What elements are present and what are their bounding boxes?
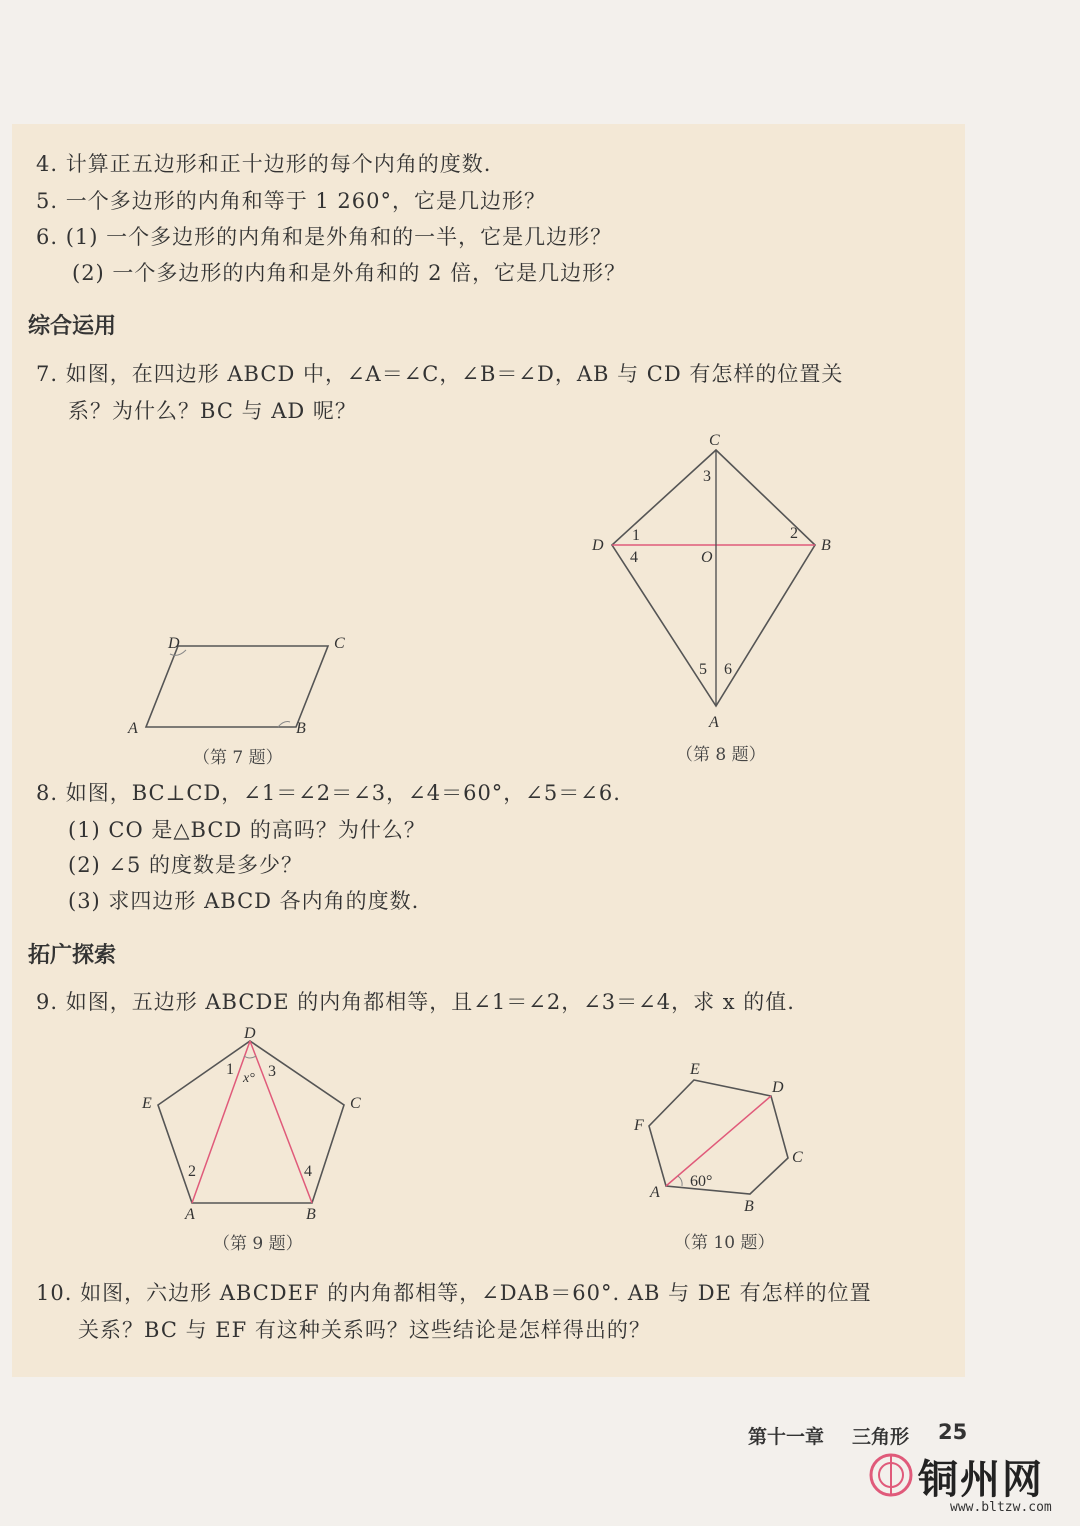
fig10-label-F: F xyxy=(634,1117,644,1134)
fig8-angle-2: 2 xyxy=(790,525,798,542)
fig9-angle-x: x° xyxy=(243,1071,255,1086)
fig10-label-A: A xyxy=(650,1184,660,1201)
fig7-label-A: A xyxy=(128,720,138,737)
fig10-label-C: C xyxy=(792,1149,803,1166)
figure-10-hexagon xyxy=(630,1058,830,1218)
fig10-label-E: E xyxy=(690,1061,700,1078)
problem-6-part1: 6. (1) 一个多边形的内角和是外角和的一半，它是几边形？ xyxy=(36,225,613,249)
figure-7-parallelogram xyxy=(120,630,360,740)
fig8-angle-6: 6 xyxy=(724,661,732,678)
page-number: 25 xyxy=(938,1420,968,1444)
footer-chapter: 第十一章 xyxy=(748,1426,825,1448)
fig8-label-O: O xyxy=(701,549,713,566)
fig9-label-C: C xyxy=(350,1095,361,1112)
fig8-label-C: C xyxy=(709,432,720,449)
fig9-label-A: A xyxy=(185,1206,195,1223)
figure-9-pentagon xyxy=(140,1022,380,1222)
fig7-label-D: D xyxy=(168,635,180,652)
fig8-label-B: B xyxy=(821,537,831,554)
problem-10-line2: 关系？BC 与 EF 有这种关系吗？这些结论是怎样得出的？ xyxy=(78,1318,651,1342)
fig9-label-D: D xyxy=(244,1025,256,1042)
figure-10-caption: （第 10 题） xyxy=(674,1233,775,1253)
problem-6-part2: (2) 一个多边形的内角和是外角和的 2 倍，它是几边形？ xyxy=(72,261,627,285)
fig10-label-B: B xyxy=(744,1198,754,1215)
figure-8-caption: （第 8 题） xyxy=(676,745,766,765)
watermark-logo-icon xyxy=(868,1452,914,1498)
fig8-label-A: A xyxy=(709,714,719,731)
fig8-angle-5: 5 xyxy=(699,661,707,678)
fig10-label-D: D xyxy=(772,1079,784,1096)
fig9-angle-2: 2 xyxy=(188,1163,196,1180)
fig9-label-E: E xyxy=(142,1095,152,1112)
problem-8: 8. 如图，BC⊥CD，∠1＝∠2＝∠3，∠4＝60°，∠5＝∠6. xyxy=(36,781,621,805)
fig8-angle-4: 4 xyxy=(630,549,638,566)
fig8-angle-1: 1 xyxy=(632,527,640,544)
fig7-label-B: B xyxy=(296,720,306,737)
problem-8-part3: (3) 求四边形 ABCD 各内角的度数. xyxy=(68,889,420,913)
footer-chapter-title: 三角形 xyxy=(852,1426,910,1448)
problem-10-line1: 10. 如图，六边形 ABCDEF 的内角都相等，∠DAB＝60°. AB 与 DE 有怎样的位置 xyxy=(36,1281,872,1305)
fig10-angle-60: 60° xyxy=(690,1173,713,1190)
watermark-url: www.bltzw.com xyxy=(950,1500,1052,1515)
problem-9: 9. 如图，五边形 ABCDE 的内角都相等，且∠1＝∠2，∠3＝∠4，求 x 的值. xyxy=(36,990,795,1014)
fig7-label-C: C xyxy=(334,635,345,652)
problem-5: 5. 一个多边形的内角和等于 1 260°，它是几边形？ xyxy=(36,189,547,213)
problem-8-part2: (2) ∠5 的度数是多少？ xyxy=(68,853,304,877)
fig9-label-B: B xyxy=(306,1206,316,1223)
fig9-angle-4: 4 xyxy=(304,1163,312,1180)
problem-4: 4. 计算正五边形和正十边形的每个内角的度数. xyxy=(36,152,492,176)
fig8-label-D: D xyxy=(592,537,604,554)
figure-9-caption: （第 9 题） xyxy=(213,1234,303,1254)
problem-8-part1: (1) CO 是△BCD 的高吗？为什么？ xyxy=(68,818,426,842)
fig9-angle-3: 3 xyxy=(268,1063,276,1080)
watermark-site-name: 铜州网 xyxy=(918,1456,1044,1503)
section-heading-extension: 拓广探索 xyxy=(28,943,117,968)
problem-7-line2: 系？为什么？BC 与 AD 呢？ xyxy=(68,399,357,423)
figure-8-kite xyxy=(585,428,855,738)
problem-7-line1: 7. 如图，在四边形 ABCD 中，∠A＝∠C，∠B＝∠D，AB 与 CD 有怎样的位置关 xyxy=(36,362,844,386)
fig9-angle-1: 1 xyxy=(226,1061,234,1078)
section-heading-comprehensive: 综合运用 xyxy=(28,314,117,339)
figure-7-caption: （第 7 题） xyxy=(193,748,283,768)
fig8-angle-3: 3 xyxy=(703,468,711,485)
